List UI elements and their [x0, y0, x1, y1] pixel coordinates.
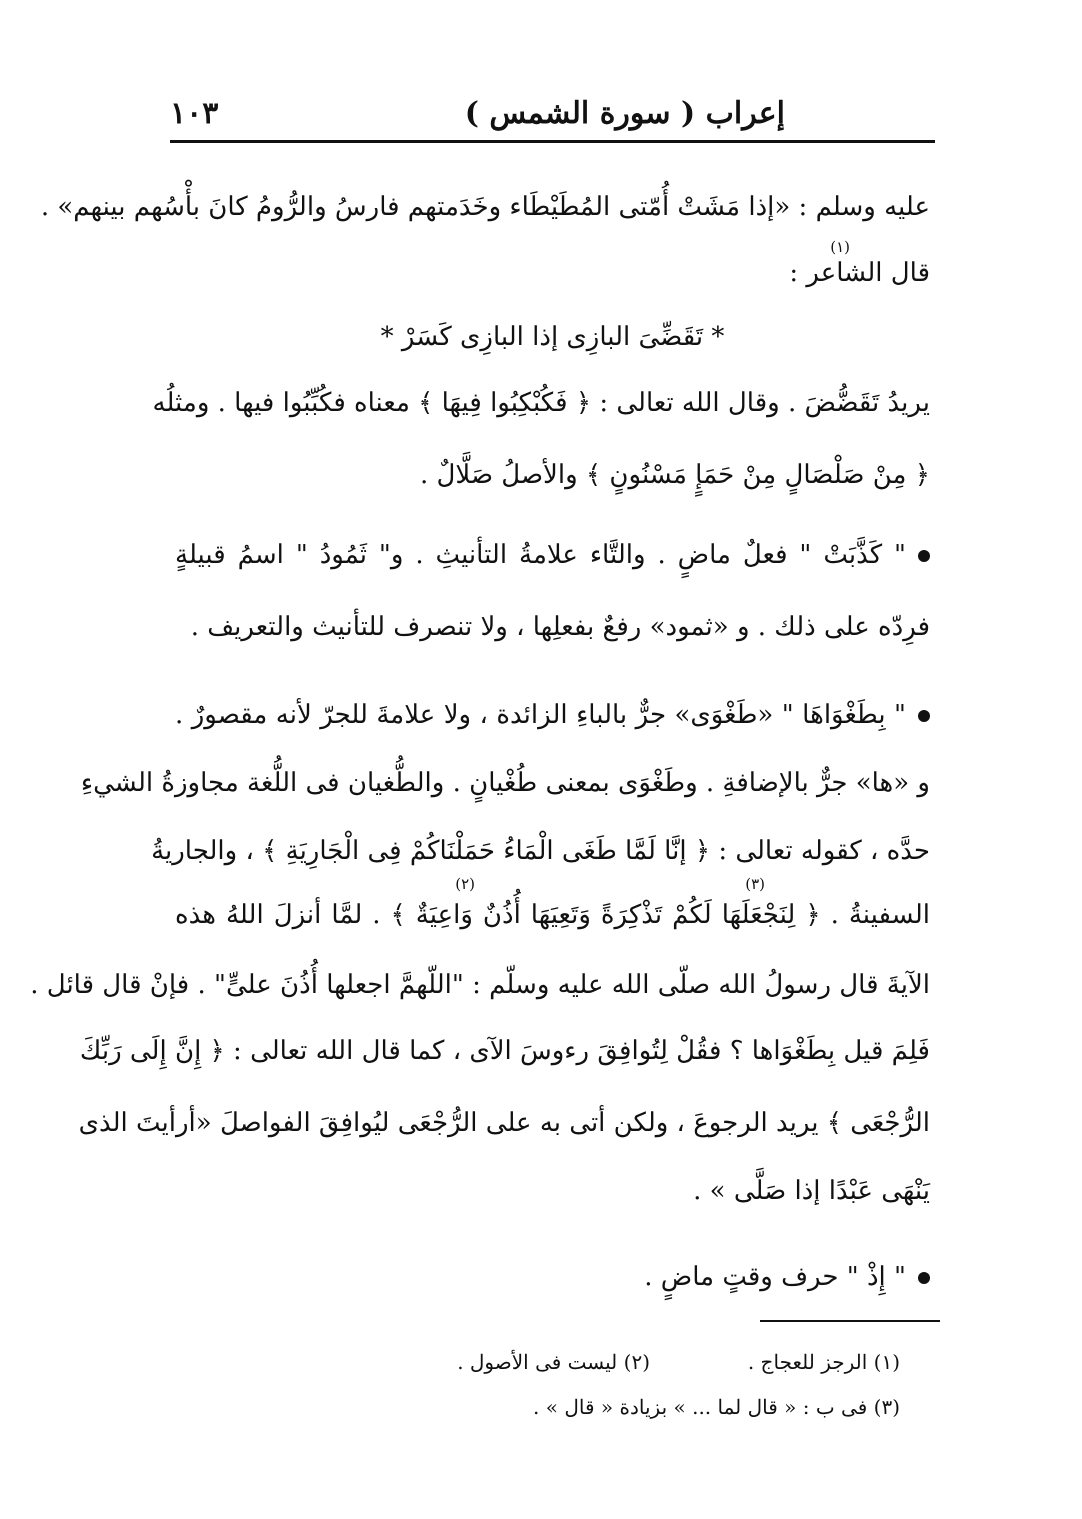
text-line: حدَّه ، كقوله تعالى : ﴿ إنَّا لَمَّا طَغَى الْمَاءُ حَمَلْنَاكُمْ فِى الْجَارِيَةِ ﴾ ، والجاريةُ [151, 836, 930, 866]
text-line: السفينةُ . ﴿ لِنَجْعَلَهَا لَكُمْ تَذْكِرَةً وَتَعِيَهَا أُذُنٌ وَاعِيَةٌ ﴾ . لمَّا أنزلَ اللهُ هذه [175, 900, 930, 930]
text-line: الآيةَ قال رسولُ الله صلّى الله عليه وسلّم : "اللّهمَّ اجعلها أُذُنَ علىٍّ" . فإنْ قال قائل . [30, 970, 930, 1000]
header-rule [170, 140, 935, 143]
paragraph-bullet [918, 1272, 930, 1284]
footnote-marker: (٣) [745, 875, 765, 893]
paragraph-bullet [918, 550, 930, 562]
text-line [175, 1262, 930, 1293]
text-line: ﴿ مِنْ صَلْصَالٍ مِنْ حَمَإٍ مَسْنُونٍ ﴾ والأصلُ صَلَّالٌ . [420, 460, 930, 490]
page-header [170, 88, 935, 138]
text-line: فرِدّه على ذلك . و «ثمود» رفعٌ بفعلِها ، ولا تنصرف للتأنيث والتعريف . [190, 612, 930, 642]
text-line [175, 700, 930, 731]
text-line: فَلِمَ قيل بِطَغْوَاها ؟ فقُلْ لِتُوافِقَ رءوسَ الآى ، كما قال الله تعالى : ﴿ إِنَّ إِلَى رَبِّكَ [79, 1036, 930, 1066]
text-line: و «ها» جرٌّ بالإضافةِ . وطَغْوَى بمعنى طُغْيانٍ . والطُّغيان فى اللُّغة مجاوزةُ الشيءِ [80, 768, 930, 798]
footnote-rule [760, 1320, 940, 1322]
footnote-1: (١) الرجز للعجاج . [747, 1350, 900, 1374]
text-line: يريدُ تَقَضُّضَ . وقال الله تعالى : ﴿ فَكُبْكِبُوا فِيهَا ﴾ معناه فكُبِّبُوا فيها . ومثلُه [152, 388, 930, 418]
text-line: يَنْهَى عَبْدًا إذا صَلَّى » . [693, 1176, 930, 1206]
footnote-marker: (١) [830, 238, 850, 256]
text-line: الرُّجْعَى ﴾ يريد الرجوعَ ، ولكن أتى به على الرُّجْعَى ليُوافِقَ الفواصلَ «أرأيتَ الذى [78, 1108, 930, 1138]
text-span: " إِذْ " حرف وقتٍ ماضٍ . [644, 1262, 906, 1292]
text-line: عليه وسلم : «إذا مَشَتْ أُمّتى المُطَيْطَاء وخَدَمتهم فارسُ والرُّومُ كانَ بأْسُهم بينهم» . [40, 192, 930, 222]
footnote-2: (٢) ليست فى الأصول . [457, 1350, 650, 1374]
text-span: " كَذَّبَتْ " فعلٌ ماضٍ . والتَّاء علامةُ التأنيثِ . و" ثَمُودُ " اسمُ قبيلةٍ [175, 540, 906, 570]
verse-line: * تَقَضِّىَ البازِى إذا البازِى كَسَرْ * [380, 322, 725, 352]
footnote-marker: (٢) [455, 875, 475, 893]
text-line: قال الشاعر : [789, 258, 930, 288]
running-title: إعراب ( سورة الشمس ) [464, 95, 785, 131]
footnote-3: (٣) فى ب : « قال لما ... » بزيادة « قال » . [533, 1395, 900, 1419]
text-line [175, 540, 930, 571]
paragraph-bullet [918, 710, 930, 722]
text-span: " بِطَغْوَاهَا " «طَغْوَى» جرٌّ بالباءِ الزائدة ، ولا علامةَ للجرّ لأنه مقصورٌ . [175, 700, 906, 730]
page-number: ١٠٣ [170, 95, 219, 131]
